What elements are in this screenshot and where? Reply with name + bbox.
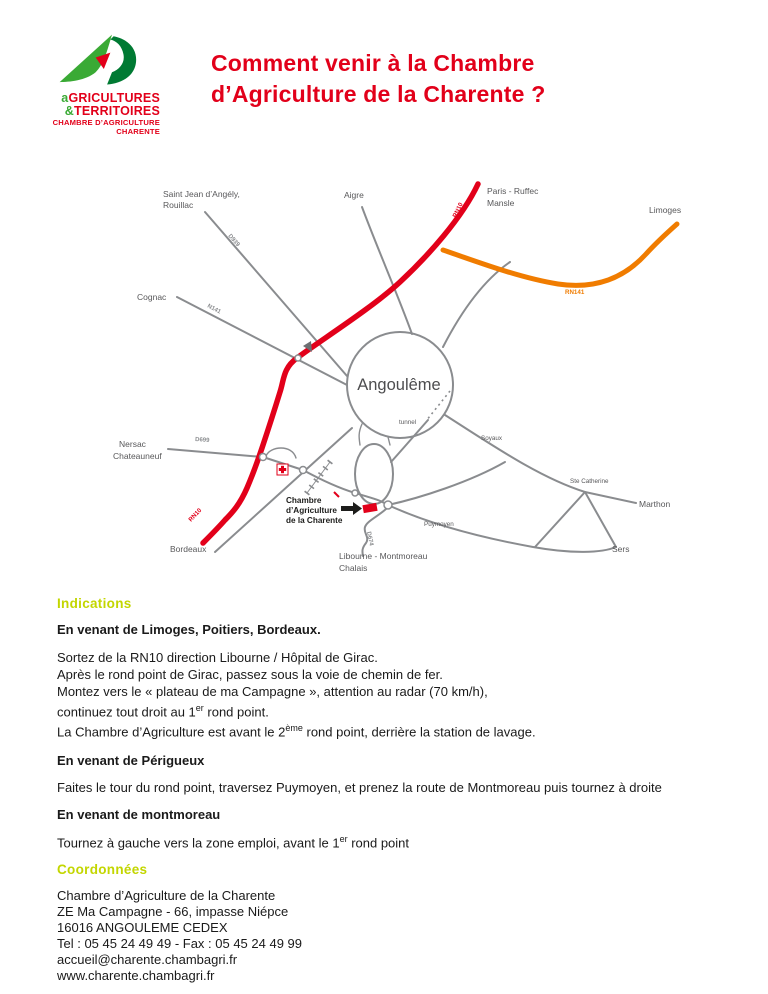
page-title xyxy=(211,48,545,110)
label-bordeaux: Bordeaux xyxy=(170,544,207,554)
label-d674: D674 xyxy=(365,531,374,547)
coordonnees-heading: Coordonnées xyxy=(57,861,148,877)
contact-block xyxy=(57,888,722,984)
road-aigre xyxy=(362,207,412,334)
montmoreau-line-sup: er xyxy=(339,833,348,844)
limoges-line-4 xyxy=(57,700,722,720)
logo xyxy=(45,30,160,136)
logo-leaf-icon xyxy=(58,30,148,90)
limoges-line-5-sup: ème xyxy=(285,723,303,734)
contact-email: accueil@charente.chambagri.fr xyxy=(57,951,238,967)
limoges-line-4-pre: continuez tout droit au 1 xyxy=(57,704,196,720)
road-stecatherine-south xyxy=(535,492,585,547)
page-title-line2: d’Agriculture de la Charente ? xyxy=(211,81,546,107)
label-mansle: Mansle xyxy=(487,198,515,208)
label-angouleme: Angoulême xyxy=(357,376,441,394)
label-ste-catherine: Ste Catherine xyxy=(570,478,609,485)
road-rn141 xyxy=(443,224,677,285)
logo-line-territoires xyxy=(45,105,160,118)
montmoreau-line-pre: Tournez à gauche vers la zone emploi, avant le 1 xyxy=(57,834,340,850)
road-stecatherine-sers xyxy=(585,492,616,547)
sub-montmoreau-title: En venant de montmoreau xyxy=(57,806,221,822)
roundabout-small xyxy=(352,490,358,496)
arrow-right-icon xyxy=(341,502,362,515)
crossing-tick-icon xyxy=(334,492,339,497)
contact-phone-fax: Tel : 05 45 24 49 49 - Fax : 05 45 24 49 99 xyxy=(57,935,303,951)
label-n141: N141 xyxy=(206,303,222,316)
logo-agricultures-text: GRICULTURES xyxy=(68,91,160,105)
limoges-line-1: Sortez de la RN10 direction Libourne / Hôpital de Girac. xyxy=(57,650,378,665)
access-map xyxy=(0,170,768,600)
label-sers: Sers xyxy=(612,544,630,554)
limoges-line-5-pre: La Chambre d’Agriculture est avant le 2 xyxy=(57,724,286,740)
road-rn10 xyxy=(203,184,478,543)
label-saint-jean-2: Rouillac xyxy=(163,200,194,210)
road-diagonal-bordeaux xyxy=(215,428,352,552)
contact-street: ZE Ma Campagne - 66, impasse Niépce xyxy=(57,903,289,919)
road-soyaux-marthon xyxy=(445,415,636,503)
content xyxy=(57,596,722,984)
label-saint-jean-1: Saint Jean d’Angély, xyxy=(163,189,240,199)
road-ring-to-rn141 xyxy=(443,262,510,347)
montmoreau-line-post: rond point xyxy=(347,834,410,850)
contact-website: www.charente.chambagri.fr xyxy=(57,967,215,983)
montmoreau-line xyxy=(57,834,722,850)
road-loop-connector-1 xyxy=(359,424,362,445)
logo-charente-line: CHARENTE xyxy=(116,127,160,136)
junction-north xyxy=(295,355,301,361)
label-rn10-south: RN10 xyxy=(187,507,204,524)
sub-limoges-title: En venant de Limoges, Poitiers, Bordeaux. xyxy=(57,622,321,637)
logo-territoires-text: TERRITOIRES xyxy=(73,104,160,118)
road-local-loop xyxy=(355,444,393,504)
road-loop-connector-2 xyxy=(388,437,390,445)
limoges-line-4-post: rond point. xyxy=(203,704,269,720)
logo-amp-green: & xyxy=(64,104,74,118)
label-chambre-2: d’Agriculture xyxy=(286,506,337,515)
roundabout-campagne xyxy=(384,501,392,509)
contact-city: 16016 ANGOULEME CEDEX xyxy=(57,919,228,935)
road-branch-soyaux xyxy=(388,462,505,505)
limoges-directions xyxy=(57,649,722,741)
label-chambre-3: de la Charente xyxy=(286,516,343,525)
label-aigre: Aigre xyxy=(344,190,364,200)
limoges-line-5 xyxy=(57,720,722,740)
label-d699: D699 xyxy=(194,437,210,444)
chambre-building-marker xyxy=(362,503,377,513)
label-rn141: RN141 xyxy=(565,289,585,296)
limoges-line-5-post: rond point, derrière la station de lavage. xyxy=(302,724,536,740)
road-tunnel-south xyxy=(391,420,428,462)
label-soyaux: Soyaux xyxy=(481,435,503,442)
perigueux-line: Faites le tour du rond point, traversez Puymoyen, et prenez la route de Montmoreau puis tournez à droite xyxy=(57,779,662,795)
roundabout-girac xyxy=(260,454,267,461)
label-puymoyen: Puymoyen xyxy=(424,521,454,528)
label-chalais: Chalais xyxy=(339,563,368,573)
limoges-line-4-sup: er xyxy=(195,703,204,713)
label-limoges: Limoges xyxy=(649,205,682,215)
limoges-line-3: Montez vers le « plateau de ma Campagne », attention au radar (70 km/h), xyxy=(57,684,488,699)
hospital-icon xyxy=(277,464,288,475)
contact-name: Chambre d’Agriculture de la Charente xyxy=(57,887,276,903)
label-chateauneuf: Chateauneuf xyxy=(113,451,162,461)
road-interchange-loop xyxy=(266,448,296,458)
label-cognac: Cognac xyxy=(137,292,167,302)
page-title-line1: Comment venir à la Chambre xyxy=(211,50,535,76)
label-marthon: Marthon xyxy=(639,499,671,509)
logo-chambre-line: CHAMBRE D’AGRICULTURE xyxy=(52,118,160,127)
railway-icon xyxy=(305,460,333,495)
limoges-line-2: Après le rond point de Girac, passez sous la voie de chemin de fer. xyxy=(57,667,443,682)
label-chambre-1: Chambre xyxy=(286,496,322,505)
label-nersac: Nersac xyxy=(119,439,146,449)
road-puymoyen xyxy=(388,505,616,552)
label-paris-ruffec: Paris - Ruffec xyxy=(487,186,539,196)
logo-a-green: a xyxy=(61,91,69,105)
sub-perigueux-title: En venant de Périgueux xyxy=(57,752,205,768)
label-tunnel: tunnel xyxy=(399,419,417,426)
label-libourne-montmoreau: Libourne - Montmoreau xyxy=(339,551,428,561)
label-rn10-north: RN10 xyxy=(451,201,465,219)
label-d939: D939 xyxy=(226,233,241,249)
indications-heading: Indications xyxy=(57,596,132,611)
roundabout-node xyxy=(300,467,307,474)
